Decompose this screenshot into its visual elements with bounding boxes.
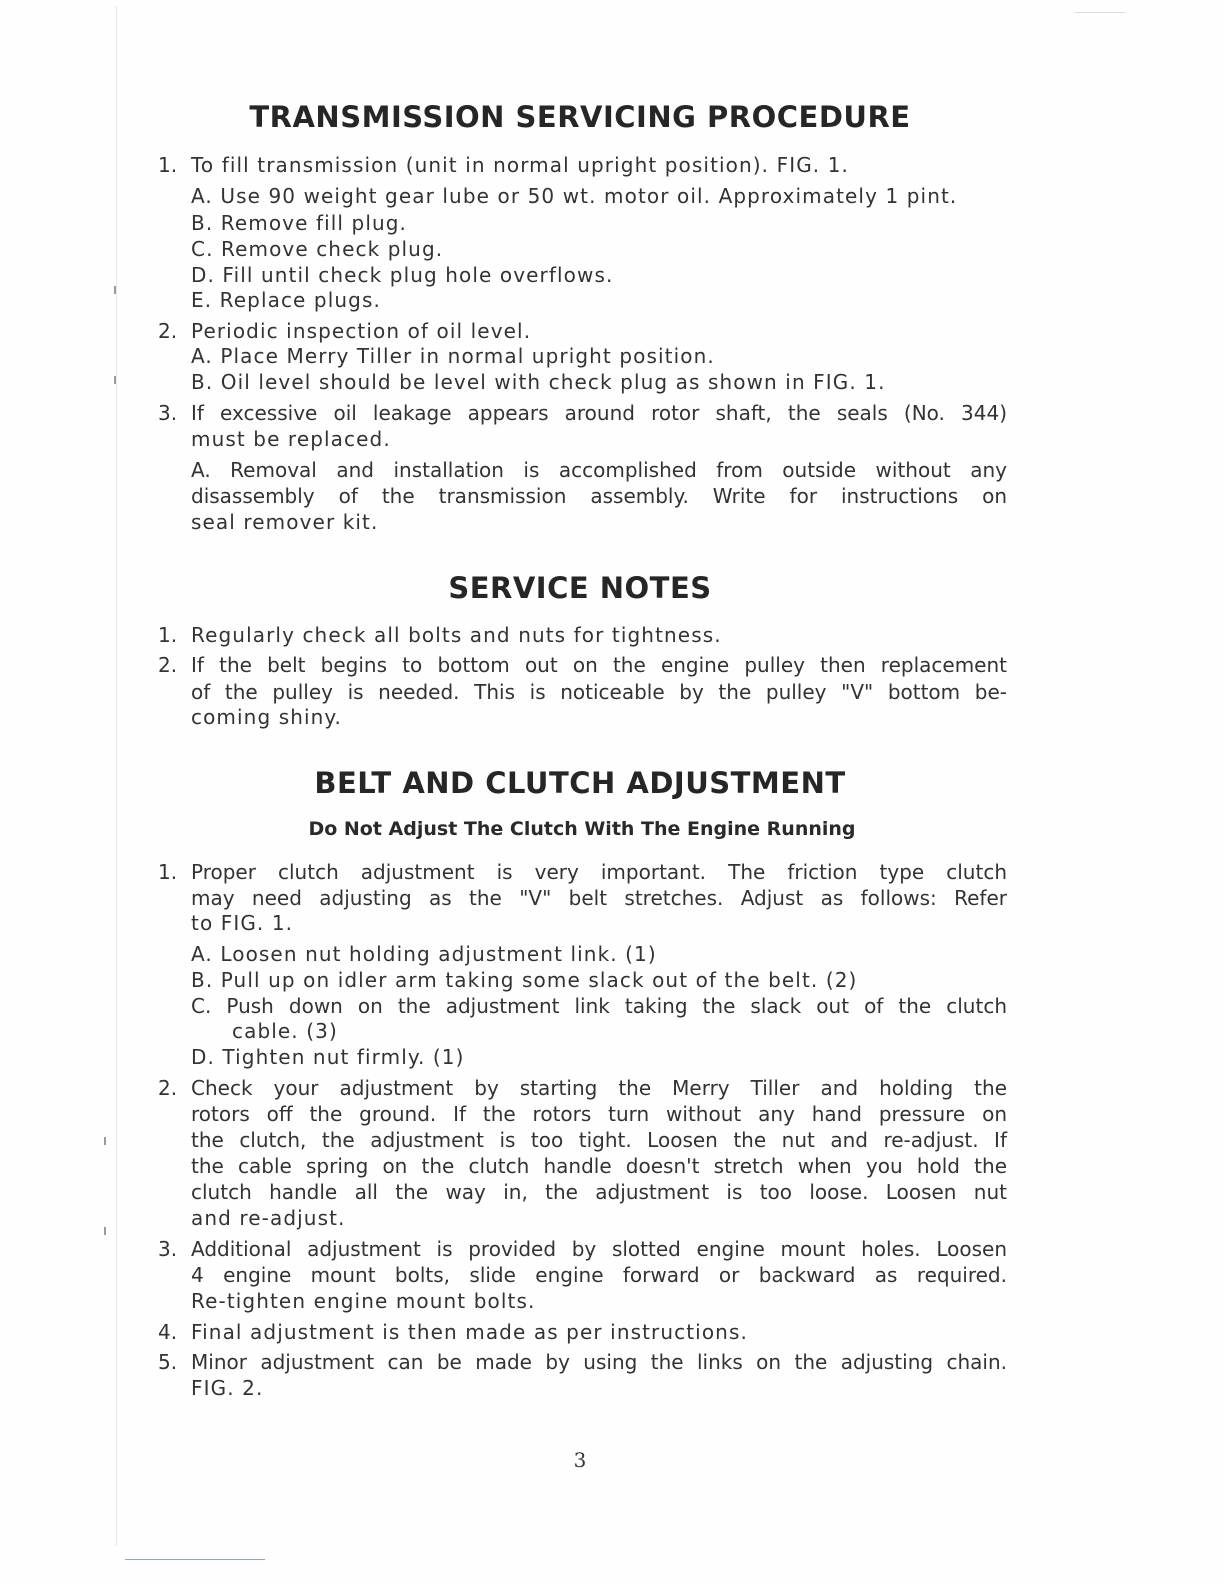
- sub-item-text: A. Loosen nut holding adjustment link. (1): [191, 942, 657, 966]
- sub-item-text: B. Pull up on idler arm taking some slack out of the belt. (2): [191, 968, 858, 992]
- sub-item-text: disassembly of the transmission assembly. Write for instructions on: [191, 484, 1007, 508]
- sub-item-text: cable. (3): [232, 1019, 338, 1043]
- sub-item-text: A. Use 90 weight gear lube or 50 wt. motor oil. Approximately 1 pint.: [191, 184, 958, 208]
- list-item-text: If excessive oil leakage appears around rotor shaft, the seals (No. 344): [191, 401, 1007, 425]
- list-item-text: to FIG. 1.: [191, 911, 294, 935]
- list-item-text: 4 engine mount bolts, slide engine forward or backward as required.: [191, 1263, 1007, 1287]
- warning-subtitle: Do Not Adjust The Clutch With The Engine Running: [308, 818, 856, 840]
- list-number: 2.: [158, 319, 178, 343]
- page-number: 3: [573, 1448, 587, 1472]
- list-item-text: Regularly check all bolts and nuts for tightness.: [191, 623, 722, 647]
- list-item-text: the cable spring on the clutch handle doesn't stretch when you hold the: [191, 1154, 1007, 1178]
- list-item-text: Check your adjustment by starting the Merry Tiller and holding the: [191, 1076, 1007, 1100]
- list-item-text: coming shiny.: [191, 705, 342, 729]
- list-item-text: To fill transmission (unit in normal upright position). FIG. 1.: [191, 153, 849, 177]
- list-number: 4.: [158, 1320, 178, 1344]
- list-number: 1.: [158, 153, 178, 177]
- list-number: 5.: [158, 1350, 178, 1374]
- list-item-text: the clutch, the adjustment is too tight. Loosen the nut and re-adjust. If: [191, 1128, 1007, 1152]
- sub-item-text: A. Place Merry Tiller in normal upright position.: [191, 344, 715, 368]
- list-item-text: Re-tighten engine mount bolts.: [191, 1289, 536, 1313]
- list-number: 1.: [158, 860, 178, 884]
- list-number: 1.: [158, 623, 178, 647]
- list-item-text: Minor adjustment can be made by using the links on the adjusting chain.: [191, 1350, 1007, 1374]
- list-item-text: Proper clutch adjustment is very important. The friction type clutch: [191, 860, 1007, 884]
- sub-item-text: B. Remove fill plug.: [191, 211, 408, 235]
- list-item-text: and re-adjust.: [191, 1206, 346, 1230]
- scan-mark: [104, 1227, 106, 1235]
- sub-item-text: C. Push down on the adjustment link taking the slack out of the clutch: [191, 994, 1007, 1018]
- scan-edge-bottom: [125, 1559, 265, 1560]
- sub-item-text: B. Oil level should be level with check plug as shown in FIG. 1.: [191, 370, 886, 394]
- sub-item-text: D. Fill until check plug hole overflows.: [191, 263, 614, 287]
- list-item-text: may need adjusting as the "V" belt stretches. Adjust as follows: Refer: [191, 886, 1007, 910]
- sub-item-text: C. Remove check plug.: [191, 237, 444, 261]
- sub-item-text: seal remover kit.: [191, 510, 379, 534]
- sub-item-text: E. Replace plugs.: [191, 288, 381, 312]
- list-number: 3.: [158, 1237, 178, 1261]
- list-item-text: rotors off the ground. If the rotors turn without any hand pressure on: [191, 1102, 1007, 1126]
- list-item-text: Additional adjustment is provided by slotted engine mount holes. Loosen: [191, 1237, 1007, 1261]
- list-item-text: FIG. 2.: [191, 1376, 264, 1400]
- list-number: 2.: [158, 1076, 178, 1100]
- scan-mark: [114, 376, 116, 384]
- list-number: 2.: [158, 653, 178, 677]
- list-item-text: If the belt begins to bottom out on the engine pulley then replacement: [191, 653, 1007, 677]
- transmission-section-title: TRANSMISSION SERVICING PROCEDURE: [249, 100, 911, 134]
- list-item-text: must be replaced.: [191, 427, 391, 451]
- scan-mark: [114, 286, 116, 294]
- scan-mark: [104, 1137, 106, 1145]
- list-item-text: clutch handle all the way in, the adjustment is too loose. Loosen nut: [191, 1180, 1007, 1204]
- service-notes-title: SERVICE NOTES: [448, 571, 712, 605]
- list-item-text: of the pulley is needed. This is noticeable by the pulley "V" bottom be-: [191, 680, 1007, 704]
- list-item-text: Final adjustment is then made as per instructions.: [191, 1320, 748, 1344]
- belt-clutch-title: BELT AND CLUTCH ADJUSTMENT: [314, 766, 846, 800]
- list-number: 3.: [158, 401, 178, 425]
- sub-item-text: A. Removal and installation is accomplished from outside without any: [191, 458, 1007, 482]
- scan-edge-top: [1075, 12, 1125, 13]
- list-item-text: Periodic inspection of oil level.: [191, 319, 532, 343]
- sub-item-text: D. Tighten nut firmly. (1): [191, 1045, 465, 1069]
